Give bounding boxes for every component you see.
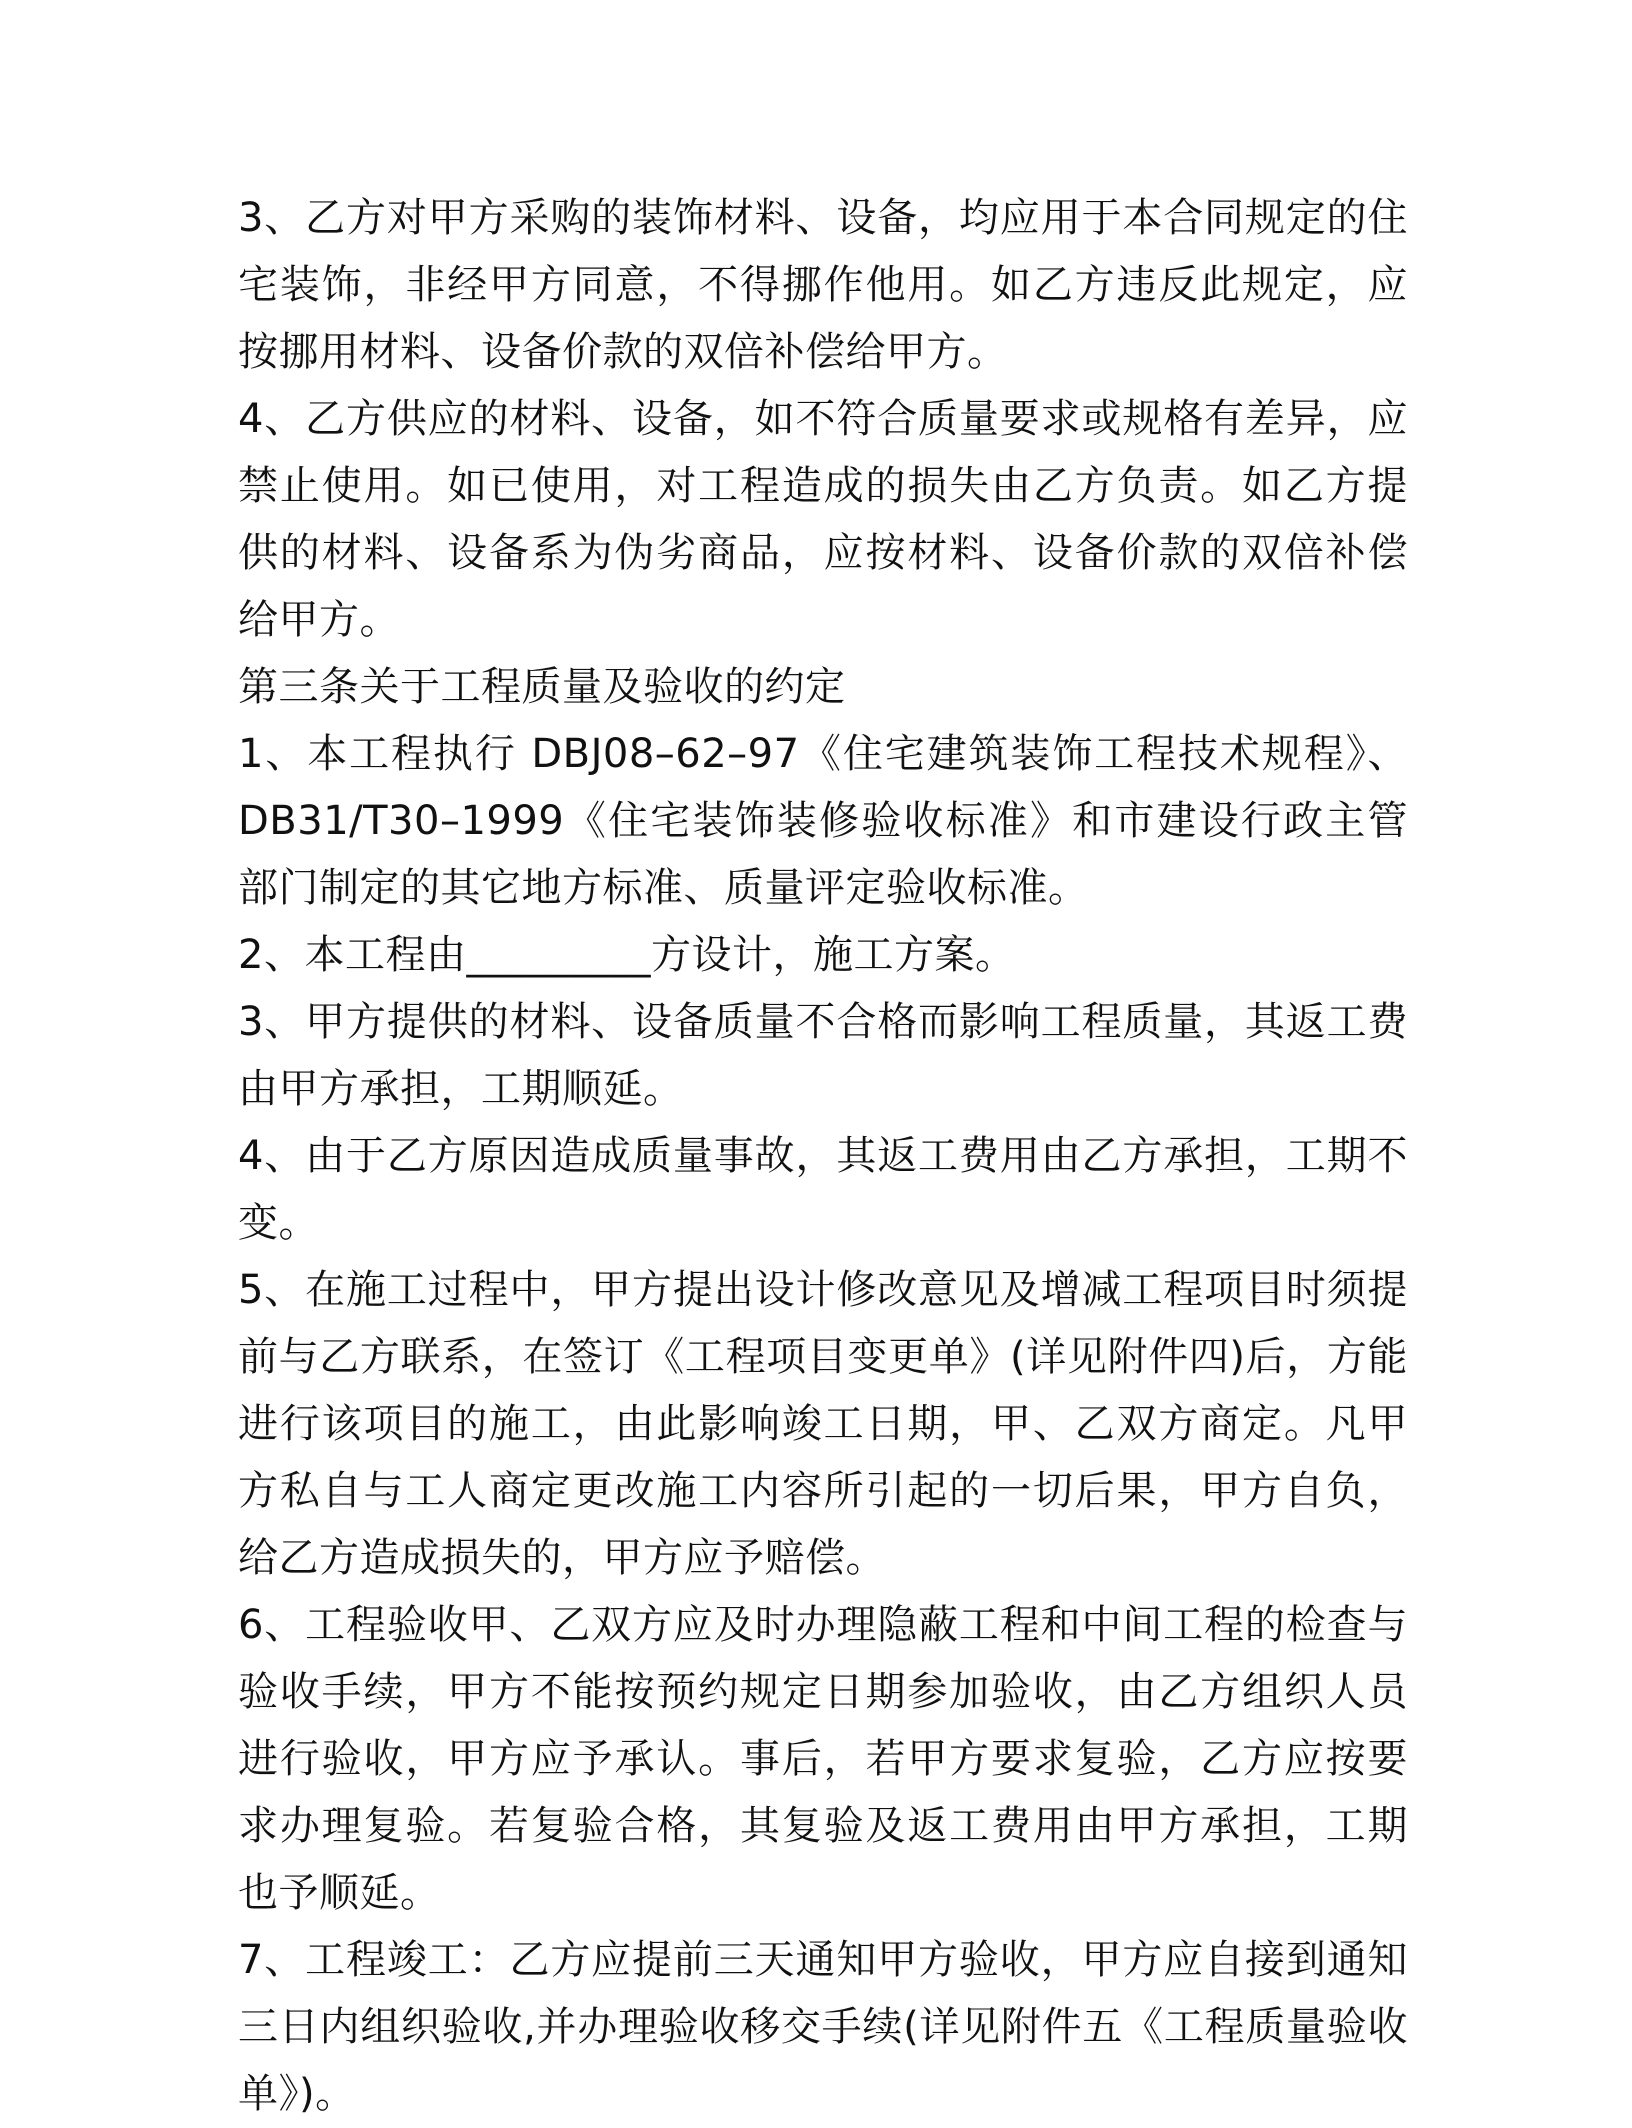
paragraph-clause-3-3: 3、甲方提供的材料、设备质量不合格而影响工程质量，其返工费由甲方承担，工期顺延。 (238, 999, 1408, 1112)
paragraph-clause-3-1: 1、本工程执行 DBJ08–62–97《住宅建筑装饰工程技术规程》、DB31/T30–1999《住宅装饰装修验收标准》和市建设行政主管部门制定的其它地方标准、质量评定验收标准。 (238, 731, 1408, 911)
paragraph-clause-2-3: 3、乙方对甲方采购的装饰材料、设备，均应用于本合同规定的住宅装饰，非经甲方同意，不得挪作他用。如乙方违反此规定，应按挪用材料、设备价款的双倍补偿给甲方。 (238, 195, 1408, 375)
paragraph-clause-3-5: 5、在施工过程中，甲方提出设计修改意见及增减工程项目时须提前与乙方联系，在签订《工程项目变更单》(详见附件四)后，方能进行该项目的施工，由此影响竣工日期，甲、乙双方商定。凡甲方私自与工人商定更改施工内容所引起的一切后果，甲方自负，给乙方造成损失的，甲方应予赔偿。 (238, 1267, 1408, 1581)
paragraph-clause-2-4: 4、乙方供应的材料、设备，如不符合质量要求或规格有差异，应禁止使用。如已使用，对工程造成的损失由乙方负责。如乙方提供的材料、设备系为伪劣商品，应按材料、设备价款的双倍补偿给甲方。 (238, 396, 1408, 643)
section-heading-article-3: 第三条关于工程质量及验收的约定 (238, 664, 846, 710)
paragraph-clause-3-4: 4、由于乙方原因造成质量事故，其返工费用由乙方承担，工期不变。 (238, 1133, 1408, 1246)
paragraph-clause-3-2: 2、本工程由_________方设计，施工方案。 (238, 932, 1016, 978)
paragraph-clause-3-6: 6、工程验收甲、乙双方应及时办理隐蔽工程和中间工程的检查与验收手续，甲方不能按预约规定日期参加验收，由乙方组织人员进行验收，甲方应予承认。事后，若甲方要求复验，乙方应按要求办理复验。若复验合格，其复验及返工费用由甲方承担，工期也予顺延。 (238, 1602, 1408, 1916)
document-body (238, 185, 1408, 2128)
paragraph-clause-3-7: 7、工程竣工：乙方应提前三天通知甲方验收，甲方应自接到通知三日内组织验收,并办理验收移交手续(详见附件五《工程质量验收单》)。 (238, 1937, 1408, 2117)
